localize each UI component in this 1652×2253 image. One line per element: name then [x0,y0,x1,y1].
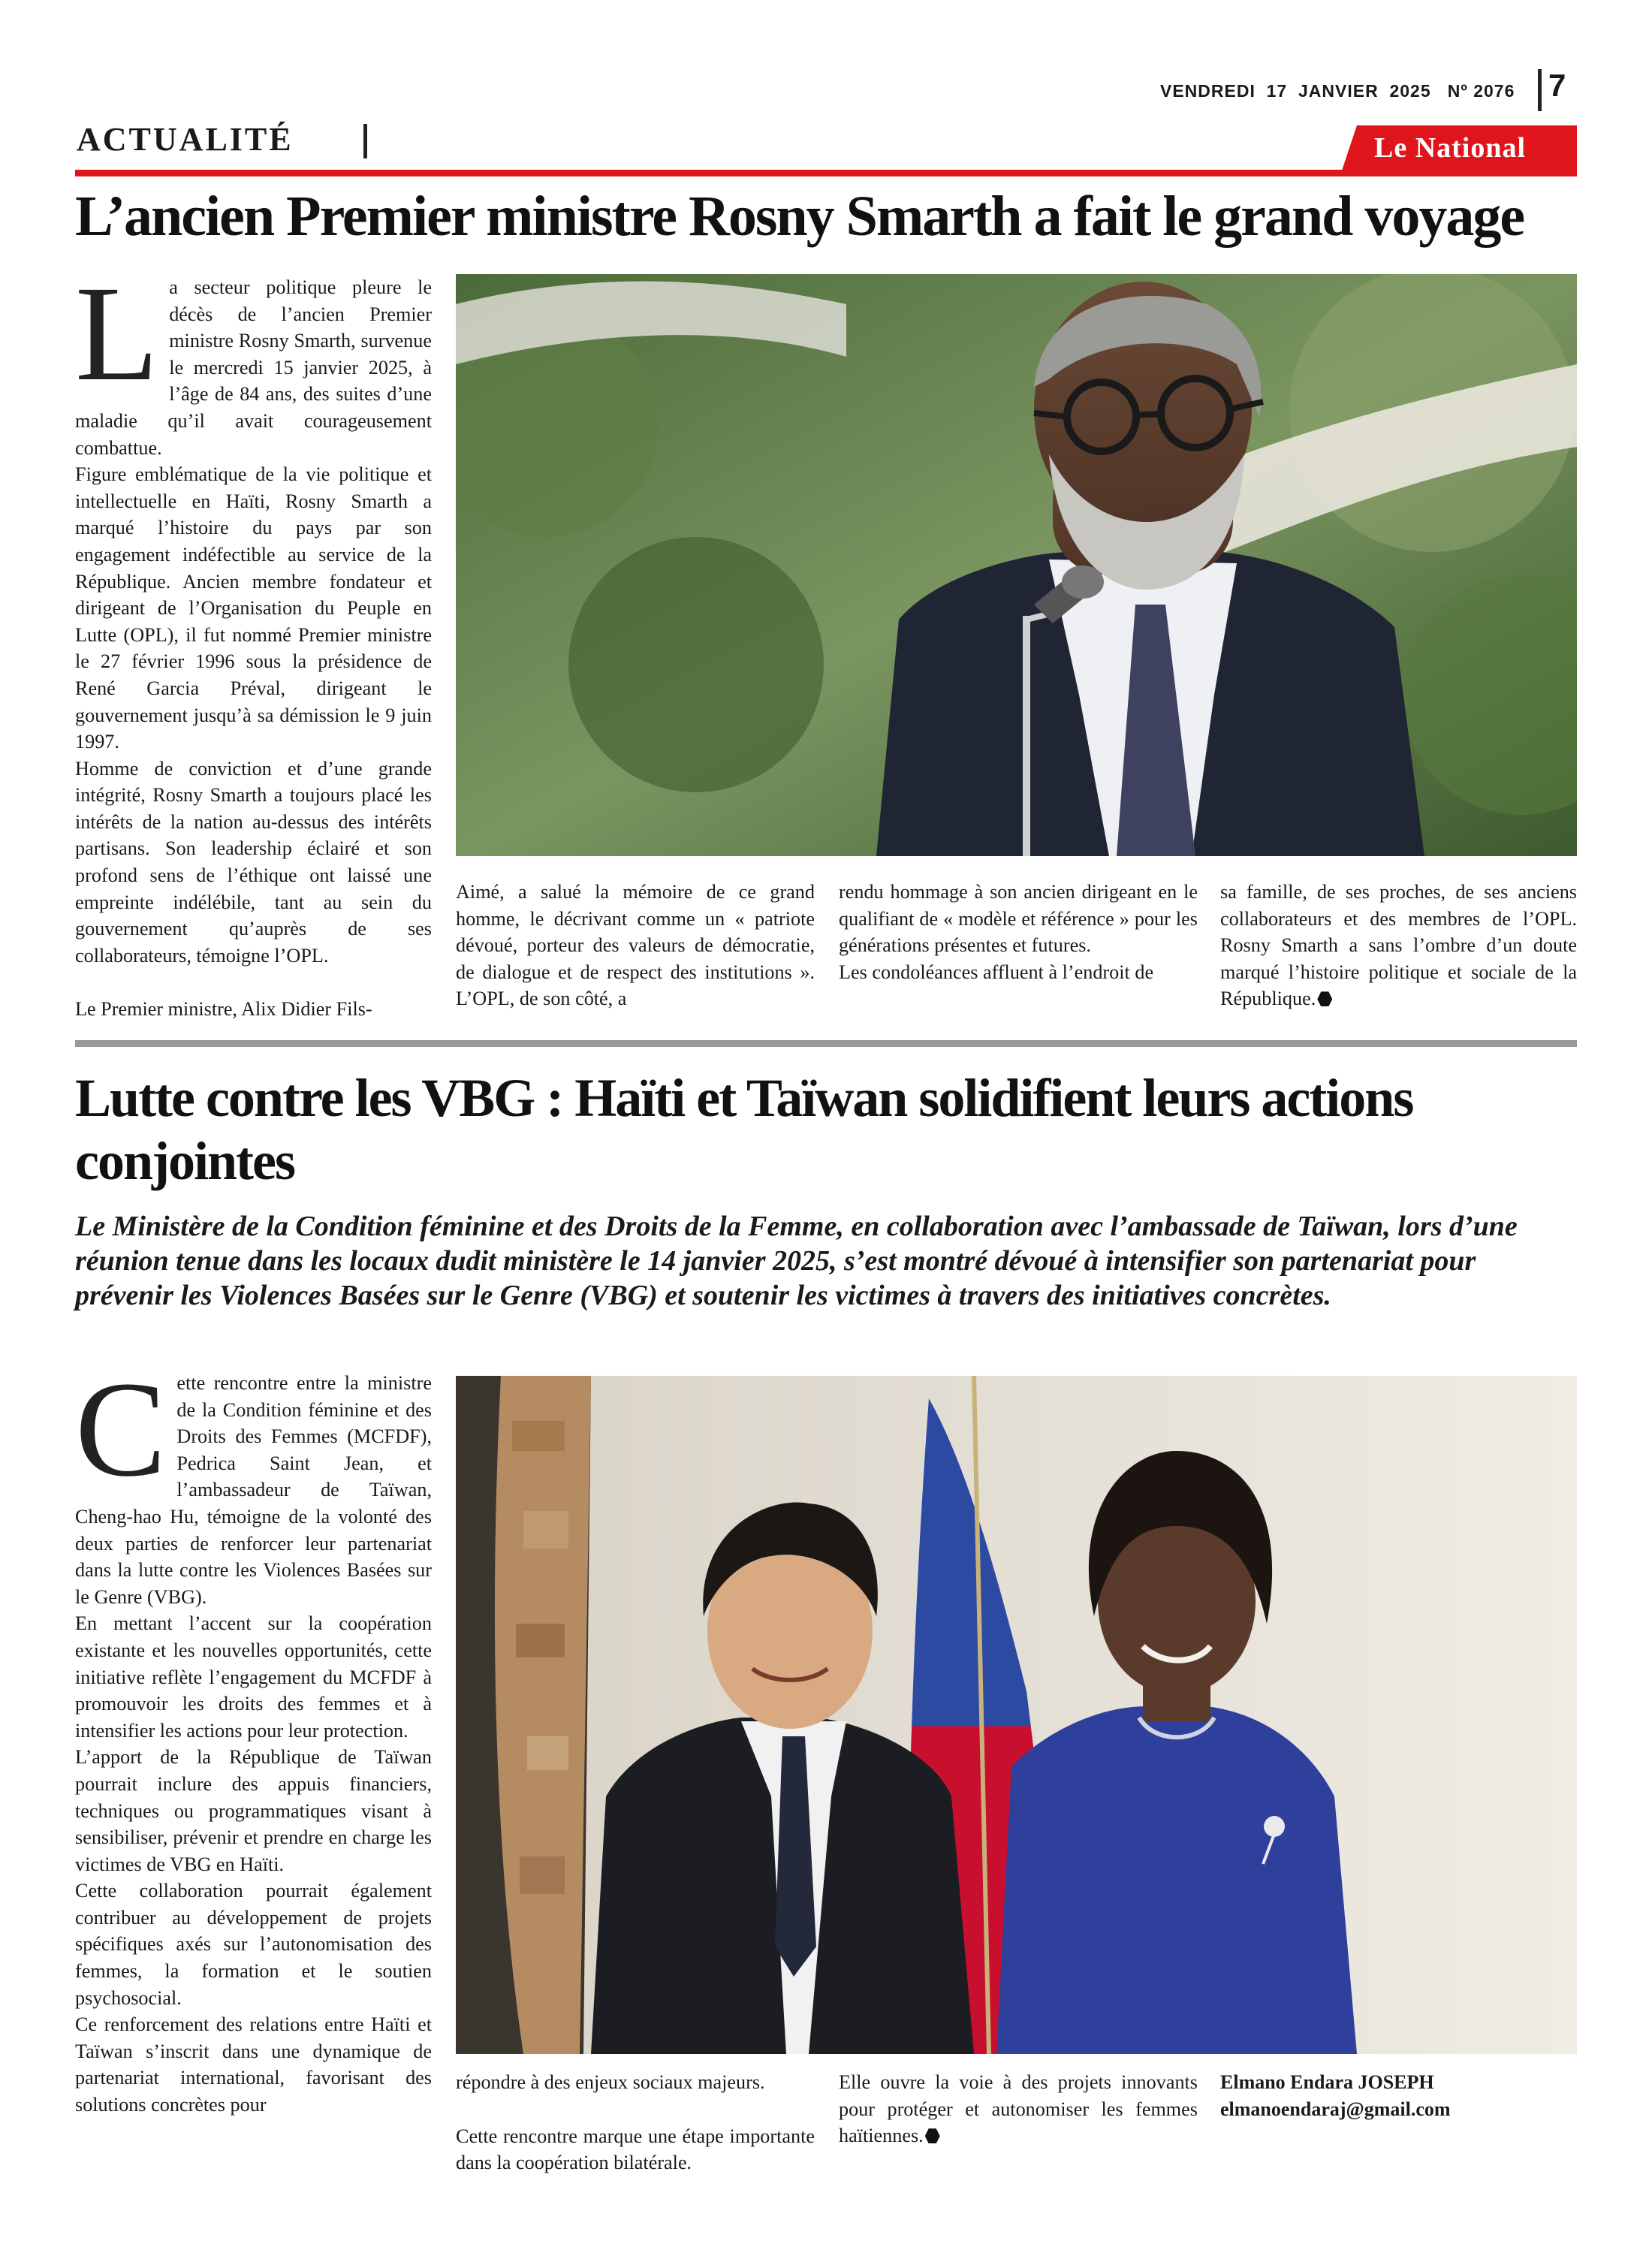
article-2-byline [1220,2069,1577,2123]
page-number-separator [1538,69,1542,111]
article-1-column-3 [839,879,1198,985]
section-label: ACTUALITÉ [77,121,294,158]
article-1-paragraph: Aimé, a salué la mémoire de ce grand homme, le décrivant comme un « patriote dévoué, porteur des valeurs de démocratie, de dialogue et de respect des institutions ». L’OPL, de son côté, a [456,881,815,1010]
byline-email[interactable]: elmanoendaraj@gmail.com [1220,2098,1451,2120]
page-number: 7 [1548,68,1566,103]
article-1-column-4 [1220,879,1577,1012]
minister-ambassador-photo [456,1376,1577,2054]
article-2-headline: Lutte contre les VBG : Haïti et Taïwan solidifient leurs actions conjointes [75,1068,1413,1191]
article-2-paragraph: répondre à des enjeux sociaux majeurs. [456,2071,765,2093]
rosny-smarth-photo [456,274,1577,856]
article-1-column-1 [75,258,432,1023]
article-1-paragraph: Le Premier ministre, Alix Didier Fils- [75,998,372,1021]
article-2-column-2 [456,2069,815,2176]
article-1-paragraph: Homme de conviction et d’une grande intégrité, Rosny Smarth a toujours placé les intérêts de la nation au-dessus des intérêts partisans. Son leadership éclairé et son profond sens de l’éthique ont laissé une empreinte indélébile, tant au sein du gouvernement qu’auprès de ses collaborateurs, témoigne l’OPL. [75,757,432,967]
article-2-dropcap: C [75,1354,167,1505]
article-2-paragraph: Cette collaboration pourrait également contribuer au développement de projets spécifiques axés sur l’autonomisation des femmes, la formation et le soutien psychosocial. [75,1880,432,2009]
article-2-paragraph: L’apport de la République de Taïwan pourrait inclure des appuis financiers, techniques ou programmatiques visant à sensibiliser, prévenir et prendre en charge les victimes de VBG en Haïti. [75,1746,432,1875]
article-2-paragraph: En mettant l’accent sur la coopération existante et les nouvelles opportunités, cette initiative reflète l’engagement du MCFDF à promouvoir les droits des femmes et à intensifier les actions pour leur protection. [75,1612,432,1742]
article-1-paragraph: a secteur politique pleure le décès de l’ancien Premier ministre Rosny Smarth, survenue le mercredi 15 janvier 2025, à l’âge de 84 ans, des suites d’une maladie qu’il avait courageusement combattue. [75,276,432,459]
end-of-article-mark-icon [1317,991,1332,1006]
article-1-headline: L’ancien Premier ministre Rosny Smarth a fait le grand voyage [75,185,1524,248]
end-of-article-mark-icon [925,2128,940,2143]
issue-date: VENDREDI 17 JANVIER 2025 Nº 2076 [1160,81,1515,101]
article-1-paragraph: Figure emblématique de la vie politique et intellectuelle en Haïti, Rosny Smarth a marqué l’histoire du pays par son engagement indéfectible au service de la République. Ancien membre fondateur et dirigeant de l’Organisation du Peuple en Lutte (OPL), il fut nommé Premier ministre le 27 février 1996 sous la présidence de René Garcia Préval, dirigeant le gouvernement jusqu’à sa démission le 9 juin 1997. [75,463,432,753]
article-2-paragraph: Ce renforcement des relations entre Haïti et Taïwan s’inscrit dans une dynamique de partenariat international, favorisant des solutions concrètes pour [75,2013,432,2116]
section-separator [363,124,367,158]
article-divider [75,1040,1577,1047]
article-2-paragraph: Elle ouvre la voie à des projets innovants pour protéger et autonomiser les femmes haïtiennes. [839,2071,1198,2147]
article-2-standfirst: Le Ministère de la Condition féminine et des Droits de la Femme, en collaboration avec l’ambassade de Taïwan, lors d’une réunion tenue dans les locaux dudit ministère le 14 janvier 2025, s’est montré dévoué à intensifier son partenariat pour prévenir les Violences Basées sur le Genre (VBG) et soutenir les victimes à travers des initiatives concrètes. [75,1211,1518,1311]
article-1-dropcap: L [75,258,159,409]
byline-author: Elmano Endara JOSEPH [1220,2071,1434,2093]
article-1-paragraph: sa famille, de ses proches, de ses anciens collaborateurs et des membres de l’OPL. Rosny Smarth a sans l’ombre d’un doute marqué l’histoire politique et sociale de la République. [1220,881,1577,1010]
article-2-column-1 [75,1354,432,2119]
brand-name: Le National [1374,132,1527,164]
article-2-paragraph: ette rencontre entre la ministre de la Condition féminine et des Droits des Femmes (MCFDF), Pedrica Saint Jean, et l’ambassadeur de Taïwan, Cheng-hao Hu, témoigne de la volonté des deux parties de renforcer leur partenariat dans la lutte contre les Violences Basées sur le Genre (VBG). [75,1372,432,1608]
article-2-paragraph: Cette rencontre marque une étape importante dans la coopération bilatérale. [456,2125,815,2174]
article-1-column-2 [456,879,815,1012]
article-1-paragraph: rendu hommage à son ancien dirigeant en le qualifiant de « modèle et référence » pour les générations présentes et futures. [839,881,1198,957]
article-2-column-3 [839,2069,1198,2149]
article-1-paragraph: Les condoléances affluent à l’endroit de [839,961,1154,983]
